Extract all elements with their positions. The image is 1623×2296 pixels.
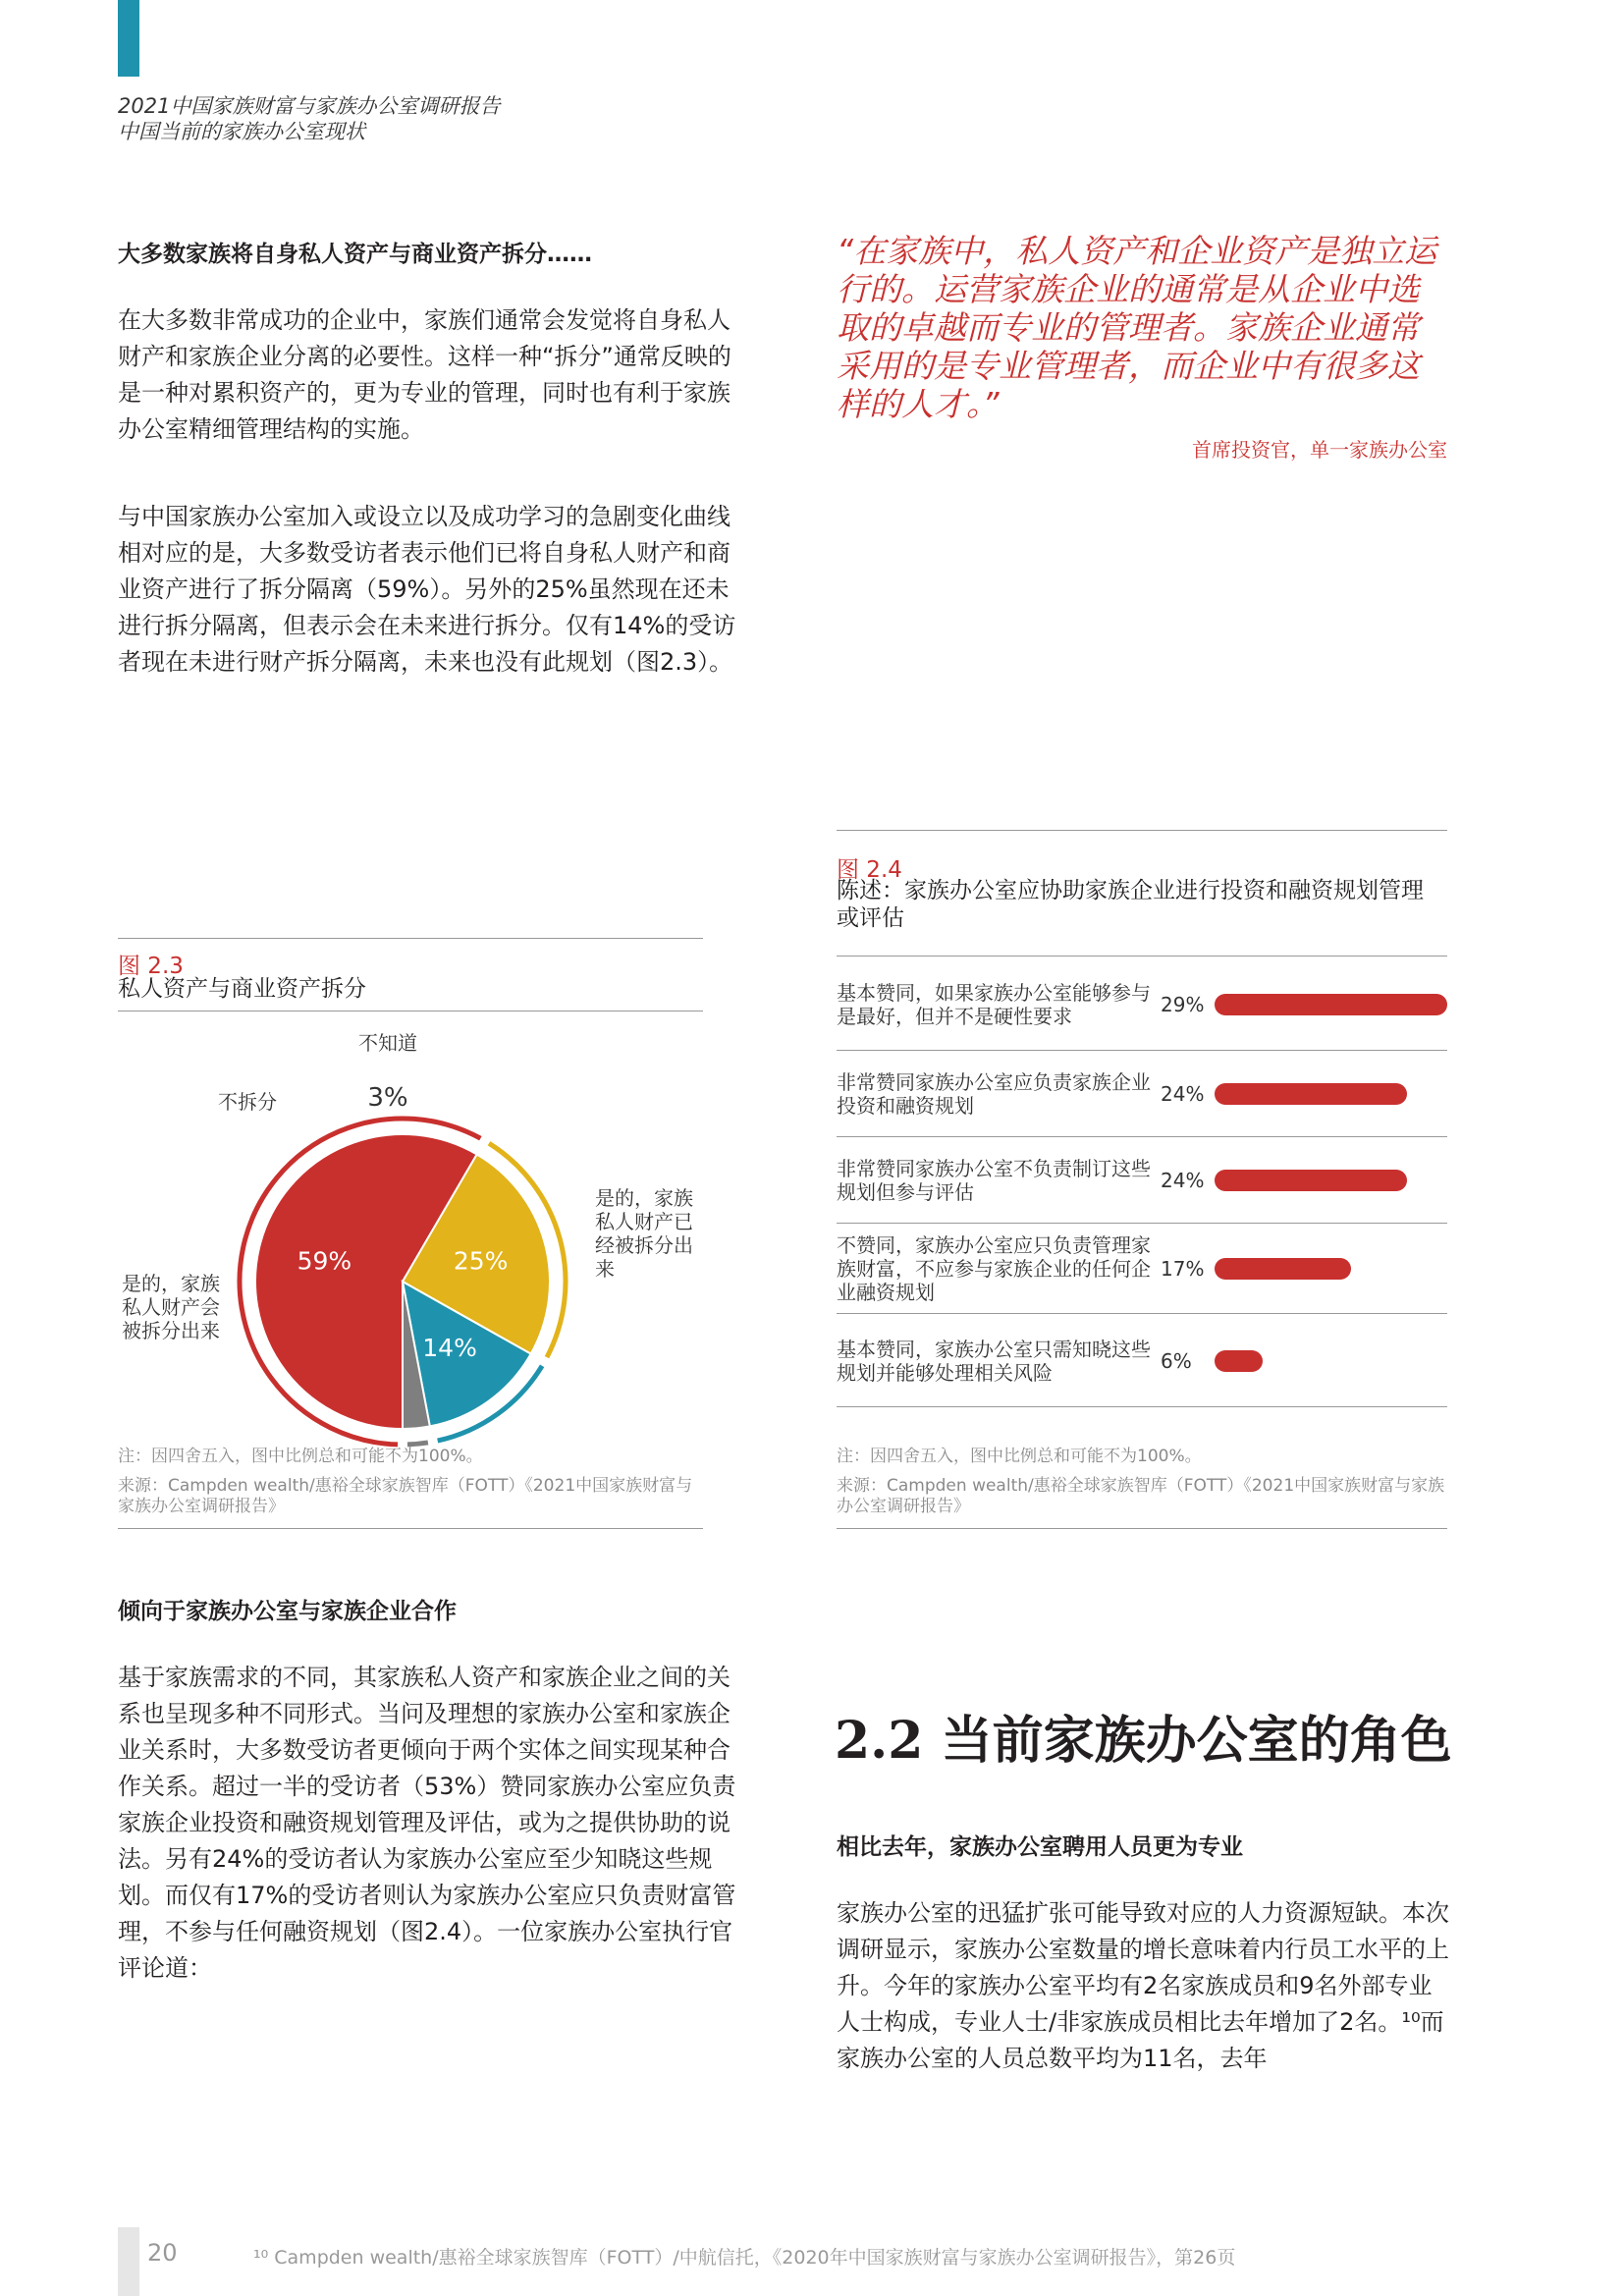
figure-title-rule [837,956,1447,957]
pull-quote: “在家族中，私人资产和企业资产是独立运行的。运营家族企业的通常是从企业中选取的卓越而专业的管理者。家族企业通常采用的是专业管理者，而企业中有很多这样的人才。” [837,232,1437,423]
section-heading-staffing: 相比去年，家族办公室聘用人员更为专业 [837,1834,1243,1860]
pie-value-label: 25% [453,1246,509,1276]
pie-value-label: 14% [422,1334,477,1363]
figure-2-3-bottom-rule [118,1528,703,1529]
section-title-2-2: 2.2 当前家族办公室的角色 [835,1711,1452,1771]
chapter-title: 中国当前的家族办公室现状 [118,120,365,143]
bar-category-label: 非常赞同家族办公室应负责家族企业投资和融资规划 [837,1070,1151,1118]
bar [1215,1258,1351,1280]
figure-top-rule [118,938,703,939]
pie-slice-unknown-ring [407,1443,428,1445]
figure-number: 图 2.4 [837,857,902,883]
bar [1215,1170,1407,1191]
figure-2-4-bottom-rule [837,1528,1447,1529]
figure-2-4-source: 来源：Campden wealth/惠裕全球家族智库（FOTT）《2021中国家族财富与家族办公室调研报告》 [837,1476,1445,1516]
footnote: ¹⁰ Campden wealth/惠裕全球家族智库（FOTT）/中航信托，《2020年中国家族财富与家族办公室调研报告》，第26页 [253,2247,1236,2269]
bar-row [837,1051,1445,1137]
pie-label-no: 不拆分 [218,1090,277,1114]
figure-2-3-note: 注：因四舍五入，图中比例总和可能不为100%。 [118,1447,483,1466]
figure-2-3-source: 来源：Campden wealth/惠裕全球家族智库（FOTT）《2021中国家族财富与家族办公室调研报告》 [118,1476,693,1516]
bar-category-label: 基本赞同，如果家族办公室能够参与是最好，但并不是硬性要求 [837,980,1151,1028]
bar-category-label: 非常赞同家族办公室不负责制订这些规划但参与评估 [837,1157,1151,1204]
bar [1215,994,1447,1015]
section-heading-cooperation: 倾向于家族办公室与家族企业合作 [118,1599,457,1624]
bar-row-divider [837,1406,1447,1407]
bar-value-label: 24% [1161,1169,1205,1192]
bar-category-label: 不赞同，家族办公室应只负责管理家族财富，不应参与家族企业的任何企业融资规划 [837,1233,1151,1304]
bar-row [837,957,1445,1051]
section-heading-asset-split: 大多数家族将自身私人资产与商业资产拆分…… [118,242,592,267]
pie-label-yes-future: 是的，家族私人财产会被拆分出来 [122,1272,220,1342]
bar-value-label: 29% [1161,992,1205,1016]
bar-value-label: 24% [1161,1082,1205,1106]
bar-row [837,1314,1445,1407]
pie-value-label-unknown: 3% [367,1083,408,1113]
header-accent-bar [118,0,139,77]
paragraph-findings: 与中国家族办公室加入或设立以及成功学习的急剧变化曲线相对应的是，大多数受访者表示他们已将自身私人财产和商业资产进行了拆分隔离（59%）。另外的25%虽然现在还未进行拆分隔离，但表示会在未来进行拆分。仅有14%的受访者现在未进行财产拆分隔离，未来也没有此规划（图2.3）。 [118,503,736,676]
pie-label-yes-done: 是的，家族私人财产已经被拆分出来 [595,1186,693,1281]
bar-row [837,1224,1445,1314]
paragraph-intro: 在大多数非常成功的企业中，家族们通常会发觉将自身私人财产和家族企业分离的必要性。这样一种“拆分”通常反映的是一种对累积资产的，更为专业的管理，同时也有利于家族办公室精细管理结构的实施。 [118,306,731,443]
pie-value-label: 59% [297,1246,352,1276]
bar-value-label: 17% [1161,1257,1205,1281]
bar-value-label: 6% [1161,1348,1192,1373]
footer-accent-bar [118,2227,139,2296]
figure-2-4 [837,830,1447,1537]
bar-category-label: 基本赞同，家族办公室只需知晓这些规划并能够处理相关风险 [837,1337,1151,1385]
figure-title: 陈述：家族办公室应协助家族企业进行投资和融资规划管理或评估 [837,878,1424,931]
page-number: 20 [147,2239,178,2267]
quote-attribution: 首席投资官，单一家族办公室 [1192,438,1447,462]
figure-top-rule [837,830,1447,831]
bar [1215,1083,1407,1105]
report-title: 2021中国家族财富与家族办公室调研报告 [118,94,501,118]
figure-2-4-note: 注：因四舍五入，图中比例总和可能不为100%。 [837,1447,1202,1466]
figure-number: 图 2.3 [118,954,184,979]
bar [1215,1350,1263,1372]
paragraph-cooperation: 基于家族需求的不同，其家族私人资产和家族企业之间的关系也呈现多种不同形式。当问及理想的家族办公室和家族企业关系时，大多数受访者更倾向于两个实体之间实现某种合作关系。超过一半的受访者（53%）赞同家族办公室应负责家族企业投资和融资规划管理及评估，或为之提供协助的说法。另有24%的受访者认为家族办公室应至少知晓这些规划。而仅有17%的受访者则认为家族办公室应只负责财富管理，不参与任何融资规划（图2.4）。一位家族办公室执行官评论道： [118,1664,736,1982]
bar-row [837,1137,1445,1224]
figure-title: 私人资产与商业资产拆分 [118,976,366,1002]
paragraph-staffing: 家族办公室的迅猛扩张可能导致对应的人力资源短缺。本次调研显示，家族办公室数量的增长意味着内行员工水平的上升。今年的家族办公室平均有2名家族成员和9名外部专业人士构成，专业人士/非家族成员相比去年增加了2名。¹⁰而家族办公室的人员总数平均为11名，去年 [837,1899,1449,2072]
pie-label-unknown: 不知道 [358,1031,417,1055]
